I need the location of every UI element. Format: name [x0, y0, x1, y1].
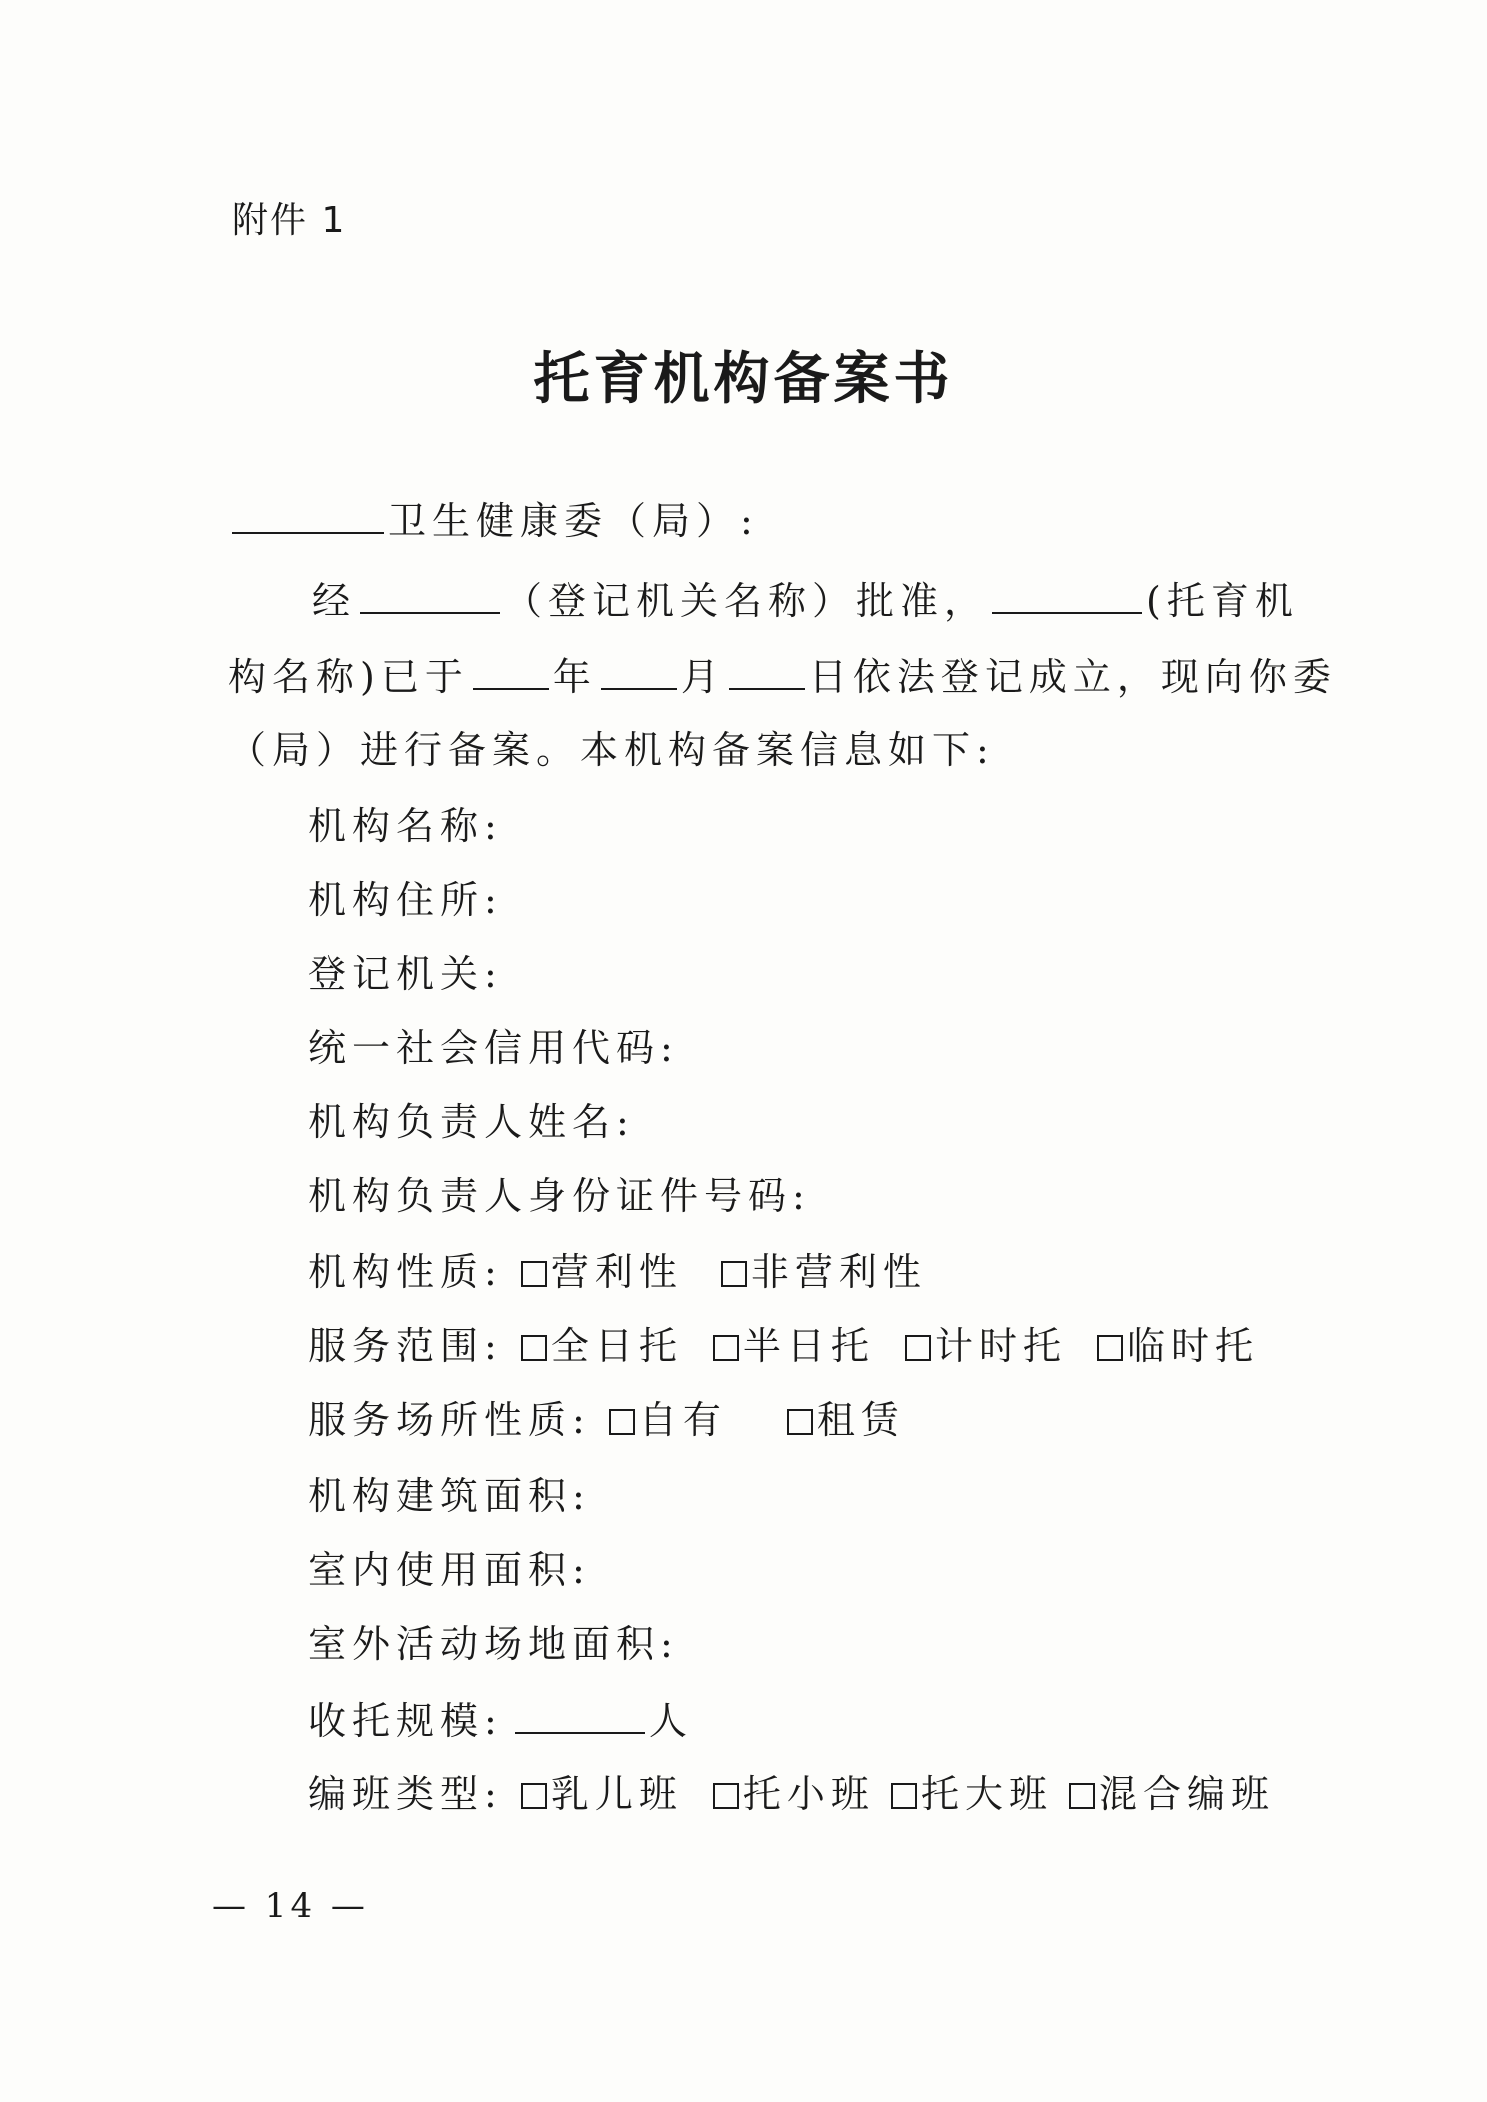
field-outdoor-area	[308, 1620, 679, 1668]
field-nature-label: 机构性质:	[308, 1250, 503, 1294]
month-blank[interactable]	[601, 652, 677, 690]
checkbox-icon[interactable]	[1097, 1335, 1123, 1361]
year-label: 年	[552, 655, 597, 699]
venue-option-leased[interactable]: 租赁	[787, 1396, 905, 1444]
field-head-id	[308, 1172, 811, 1220]
intro-line-3	[228, 726, 995, 774]
field-head-id-label: 机构负责人身份证件号码:	[308, 1174, 811, 1218]
registration-authority-blank[interactable]	[360, 576, 500, 614]
class-option-infant[interactable]: 乳儿班	[521, 1770, 683, 1818]
field-class-type	[308, 1770, 1275, 1818]
field-registration-authority-label: 登记机关:	[308, 952, 503, 996]
salutation-text: 卫生健康委（局）:	[388, 499, 759, 543]
field-building-area	[308, 1472, 591, 1520]
scope-option-fullday[interactable]: 全日托	[521, 1322, 683, 1370]
capacity-blank[interactable]	[515, 1696, 645, 1734]
checkbox-icon[interactable]	[521, 1261, 547, 1287]
field-outdoor-area-label: 室外活动场地面积:	[308, 1622, 679, 1666]
checkbox-icon[interactable]	[891, 1783, 917, 1809]
scope-option-hourly[interactable]: 计时托	[905, 1322, 1067, 1370]
checkbox-icon[interactable]	[787, 1409, 813, 1435]
field-service-scope	[308, 1322, 1259, 1370]
field-capacity-label: 收托规模:	[308, 1699, 503, 1743]
field-indoor-area-label: 室内使用面积:	[308, 1548, 591, 1592]
checkbox-icon[interactable]	[609, 1409, 635, 1435]
month-label: 月	[680, 655, 725, 699]
nature-option-nonprofit[interactable]: 非营利性	[721, 1248, 927, 1296]
field-head-name-label: 机构负责人姓名:	[308, 1100, 635, 1144]
field-venue	[308, 1396, 943, 1444]
year-blank[interactable]	[473, 652, 549, 690]
checkbox-icon[interactable]	[521, 1335, 547, 1361]
scope-option-halfday[interactable]: 半日托	[713, 1322, 875, 1370]
nature-option-profit[interactable]: 营利性	[521, 1248, 683, 1296]
field-nature	[308, 1248, 965, 1296]
checkbox-icon[interactable]	[713, 1335, 739, 1361]
salutation-blank[interactable]	[232, 496, 384, 534]
field-class-type-label: 编班类型:	[308, 1772, 503, 1816]
org-name-blank[interactable]	[992, 576, 1142, 614]
scope-option-temporary[interactable]: 临时托	[1097, 1322, 1259, 1370]
venue-option-owned[interactable]: 自有	[609, 1396, 727, 1444]
field-venue-label: 服务场所性质:	[308, 1398, 591, 1442]
capacity-unit: 人	[648, 1699, 693, 1743]
intro-filing: （局）进行备案。本机构备案信息如下:	[228, 728, 995, 772]
checkbox-icon[interactable]	[905, 1335, 931, 1361]
checkbox-icon[interactable]	[713, 1783, 739, 1809]
page-number: — 14 —	[212, 1886, 369, 1926]
class-option-large[interactable]: 托大班	[891, 1770, 1053, 1818]
intro-mid: （登记机关名称）批准，	[504, 579, 989, 623]
checkbox-icon[interactable]	[721, 1261, 747, 1287]
salutation-line	[232, 496, 759, 545]
intro-established: 构名称)已于	[228, 655, 469, 699]
intro-line-1	[312, 576, 1299, 625]
field-org-name-label: 机构名称:	[308, 804, 503, 848]
field-org-address	[308, 876, 503, 924]
field-org-address-label: 机构住所:	[308, 878, 503, 922]
intro-line-2	[228, 652, 1337, 701]
field-building-area-label: 机构建筑面积:	[308, 1474, 591, 1518]
document-title: 托育机构备案书	[533, 347, 954, 412]
day-text: 日依法登记成立，现向你委	[808, 655, 1337, 699]
class-option-mixed[interactable]: 混合编班	[1069, 1770, 1275, 1818]
field-org-name	[308, 802, 503, 850]
checkbox-icon[interactable]	[521, 1783, 547, 1809]
field-capacity	[308, 1696, 693, 1745]
field-head-name	[308, 1098, 635, 1146]
day-blank[interactable]	[729, 652, 805, 690]
field-credit-code	[308, 1024, 679, 1072]
checkbox-icon[interactable]	[1069, 1783, 1095, 1809]
field-credit-code-label: 统一社会信用代码:	[308, 1026, 679, 1070]
intro-end: (托育机	[1146, 579, 1299, 623]
field-service-scope-label: 服务范围:	[308, 1324, 503, 1368]
field-indoor-area	[308, 1546, 591, 1594]
intro-prefix: 经	[312, 579, 357, 623]
attachment-label: 附件 1	[232, 200, 347, 241]
class-option-small[interactable]: 托小班	[713, 1770, 875, 1818]
field-registration-authority	[308, 950, 503, 998]
